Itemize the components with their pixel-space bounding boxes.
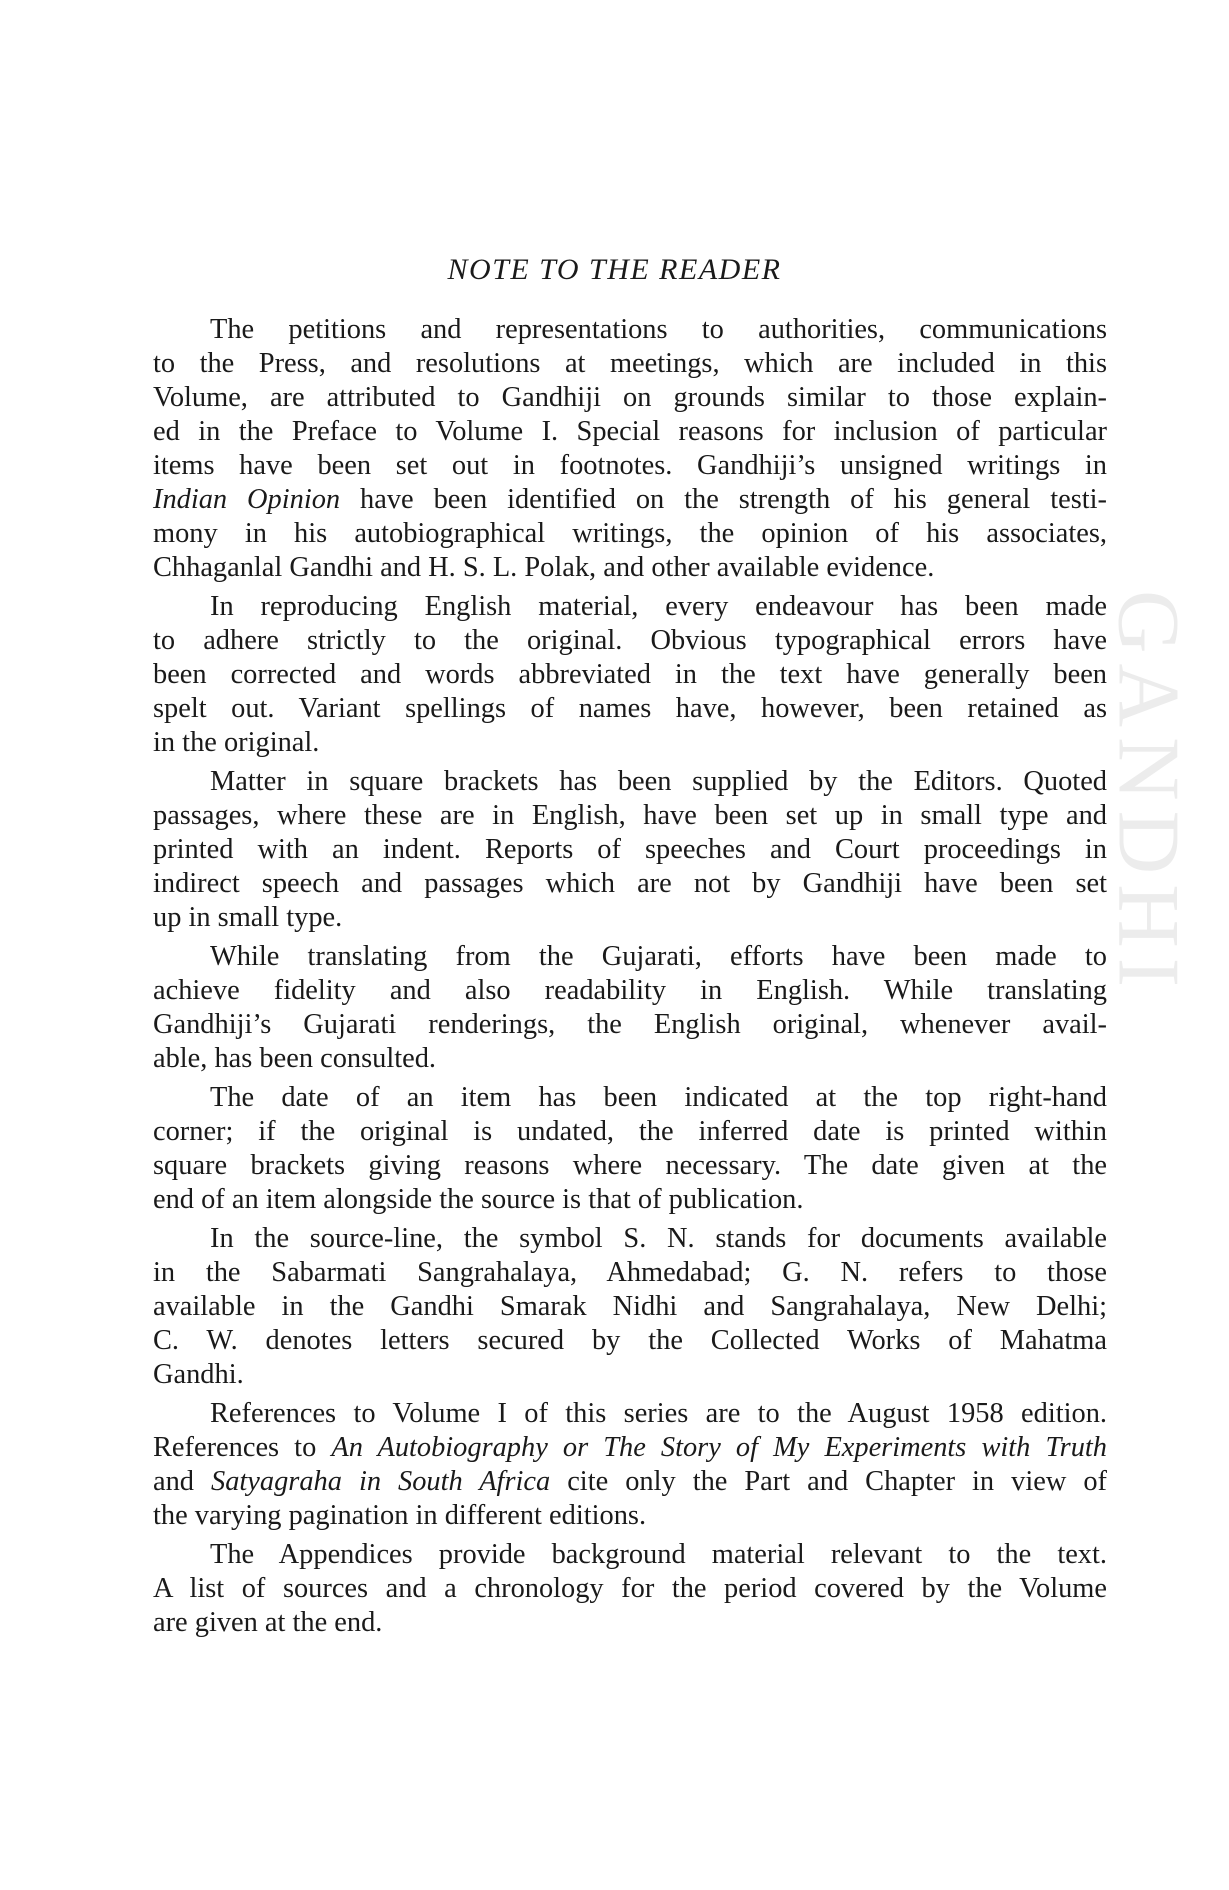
paragraph-4 xyxy=(153,940,1107,1076)
text-line: The date of an item has been indicated at the top right-hand xyxy=(210,1082,1107,1113)
text-line: been corrected and words abbreviated in the text have generally been xyxy=(153,659,1107,690)
text-line: achieve fidelity and also readability in English. While translating xyxy=(153,975,1107,1006)
text-run: have been identified on the strength of his general testi- xyxy=(340,484,1108,515)
italic-title: An Autobiography or The Story of My Experiments with Truth xyxy=(331,1432,1107,1463)
text-line: While translating from the Gujarati, efforts have been made to xyxy=(210,941,1107,972)
text-line: items have been set out in footnotes. Gandhiji’s unsigned writings in xyxy=(153,450,1107,481)
paragraph-1 xyxy=(153,313,1107,585)
text-line xyxy=(153,483,1107,517)
watermark xyxy=(1099,590,1197,1320)
text-line: able, has been consulted. xyxy=(153,1043,437,1074)
text-line: The Appendices provide background material relevant to the text. xyxy=(210,1539,1107,1570)
text-line: available in the Gandhi Smarak Nidhi and Sangrahalaya, New Delhi; xyxy=(153,1291,1107,1322)
italic-title: Satyagraha in South Africa xyxy=(211,1466,551,1497)
text-line: are given at the end. xyxy=(153,1607,383,1638)
watermark-text: GANDHI xyxy=(1099,590,1197,998)
text-line: square brackets giving reasons where necessary. The date given at the xyxy=(153,1150,1107,1181)
paragraph-8 xyxy=(153,1538,1107,1640)
text-line: printed with an indent. Reports of speeches and Court proceedings in xyxy=(153,834,1107,865)
text-line: Matter in square brackets has been supplied by the Editors. Quoted xyxy=(210,766,1107,797)
text-line: end of an item alongside the source is that of publication. xyxy=(153,1184,804,1215)
paragraph-5 xyxy=(153,1081,1107,1217)
text-line: in the original. xyxy=(153,727,320,758)
text-line: Chhaganlal Gandhi and H. S. L. Polak, and other available evidence. xyxy=(153,552,935,583)
paragraph-2 xyxy=(153,590,1107,760)
paragraph-7 xyxy=(153,1397,1107,1533)
paragraph-6 xyxy=(153,1222,1107,1392)
text-run: and xyxy=(153,1466,212,1497)
text-line: Volume, are attributed to Gandhiji on grounds similar to those explain- xyxy=(153,382,1107,413)
text-line xyxy=(153,1431,1107,1465)
paragraph-3 xyxy=(153,765,1107,935)
text-line: In the source-line, the symbol S. N. stands for documents available xyxy=(210,1223,1107,1254)
text-run: References to xyxy=(153,1432,332,1463)
text-line: References to Volume I of this series are to the August 1958 edition. xyxy=(210,1398,1107,1429)
italic-title: Indian Opinion xyxy=(153,484,341,515)
text-line: the varying pagination in different editions. xyxy=(153,1500,647,1531)
text-line: to the Press, and resolutions at meetings, which are included in this xyxy=(153,348,1107,379)
text-line: up in small type. xyxy=(153,902,343,933)
text-line: mony in his autobiographical writings, the opinion of his associates, xyxy=(153,518,1107,549)
text-line: Gandhiji’s Gujarati renderings, the English original, whenever avail- xyxy=(153,1009,1107,1040)
text-line: The petitions and representations to authorities, communications xyxy=(210,314,1107,345)
text-line: In reproducing English material, every endeavour has been made xyxy=(210,591,1107,622)
text-line: spelt out. Variant spellings of names have, however, been retained as xyxy=(153,693,1107,724)
text-line: A list of sources and a chronology for the period covered by the Volume xyxy=(153,1573,1107,1604)
text-line: to adhere strictly to the original. Obvious typographical errors have xyxy=(153,625,1107,656)
page-title: NOTE TO THE READER xyxy=(447,253,782,286)
text-line: ed in the Preface to Volume I. Special reasons for inclusion of particular xyxy=(153,416,1107,447)
text-line: C. W. denotes letters secured by the Collected Works of Mahatma xyxy=(153,1325,1107,1356)
text-line: Gandhi. xyxy=(153,1359,244,1390)
text-line: in the Sabarmati Sangrahalaya, Ahmedabad; G. N. refers to those xyxy=(153,1257,1107,1288)
text-line: passages, where these are in English, have been set up in small type and xyxy=(153,800,1107,831)
body-text xyxy=(153,313,1107,1645)
text-line xyxy=(153,1465,1107,1499)
text-line: indirect speech and passages which are not by Gandhiji have been set xyxy=(153,868,1107,899)
text-line: corner; if the original is undated, the inferred date is printed within xyxy=(153,1116,1107,1147)
text-run: cite only the Part and Chapter in view of xyxy=(550,1466,1108,1497)
